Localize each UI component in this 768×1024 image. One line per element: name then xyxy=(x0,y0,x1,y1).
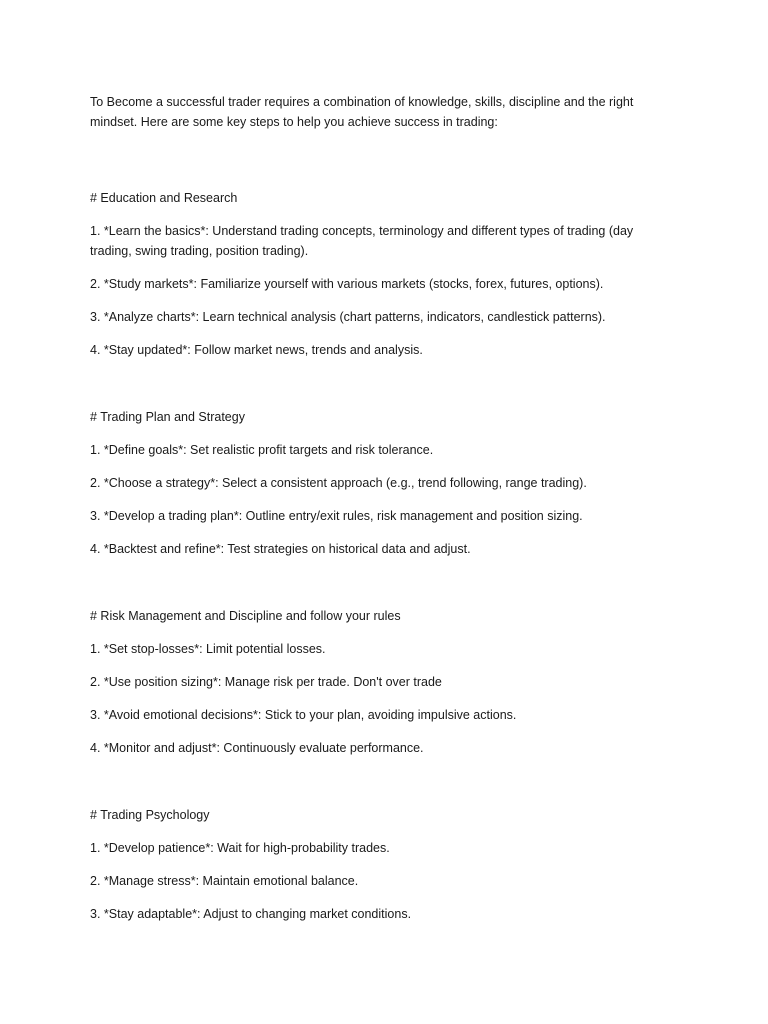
list-item: 4. *Backtest and refine*: Test strategies on historical data and adjust. xyxy=(90,542,471,556)
list-item: 4. *Stay updated*: Follow market news, trends and analysis. xyxy=(90,343,423,357)
list-item: 2. *Study markets*: Familiarize yourself with various markets (stocks, forex, futures, options). xyxy=(90,277,604,291)
list-item: 1. *Develop patience*: Wait for high-probability trades. xyxy=(90,841,390,855)
list-item: 1. *Learn the basics*: Understand trading concepts, terminology and different types of trading (day trading, swing trading, position trading). xyxy=(90,224,634,258)
section-trading-psychology xyxy=(90,805,660,924)
list-item: 3. *Develop a trading plan*: Outline entry/exit rules, risk management and position sizing. xyxy=(90,509,583,523)
section-education-research xyxy=(90,188,660,360)
document-page xyxy=(90,92,660,971)
list-item: 2. *Use position sizing*: Manage risk per trade. Don't over trade xyxy=(90,675,442,689)
list-item: 1. *Define goals*: Set realistic profit targets and risk tolerance. xyxy=(90,443,434,457)
list-item: 3. *Stay adaptable*: Adjust to changing market conditions. xyxy=(90,907,412,921)
section-heading: # Trading Psychology xyxy=(90,808,210,822)
list-item: 3. *Avoid emotional decisions*: Stick to your plan, avoiding impulsive actions. xyxy=(90,708,517,722)
intro-paragraph: To Become a successful trader requires a combination of knowledge, skills, discipline and the right mindset. Here are some key steps to help you achieve success in trading: xyxy=(90,95,634,129)
list-item: 3. *Analyze charts*: Learn technical analysis (chart patterns, indicators, candlestick patterns). xyxy=(90,310,606,324)
list-item: 1. *Set stop-losses*: Limit potential losses. xyxy=(90,642,326,656)
section-heading: # Education and Research xyxy=(90,191,238,205)
section-trading-plan xyxy=(90,407,660,559)
list-item: 2. *Manage stress*: Maintain emotional balance. xyxy=(90,874,359,888)
section-risk-management xyxy=(90,606,660,758)
section-heading: # Trading Plan and Strategy xyxy=(90,410,245,424)
section-heading: # Risk Management and Discipline and follow your rules xyxy=(90,609,401,623)
list-item: 2. *Choose a strategy*: Select a consistent approach (e.g., trend following, range trading). xyxy=(90,476,587,490)
list-item: 4. *Monitor and adjust*: Continuously evaluate performance. xyxy=(90,741,424,755)
